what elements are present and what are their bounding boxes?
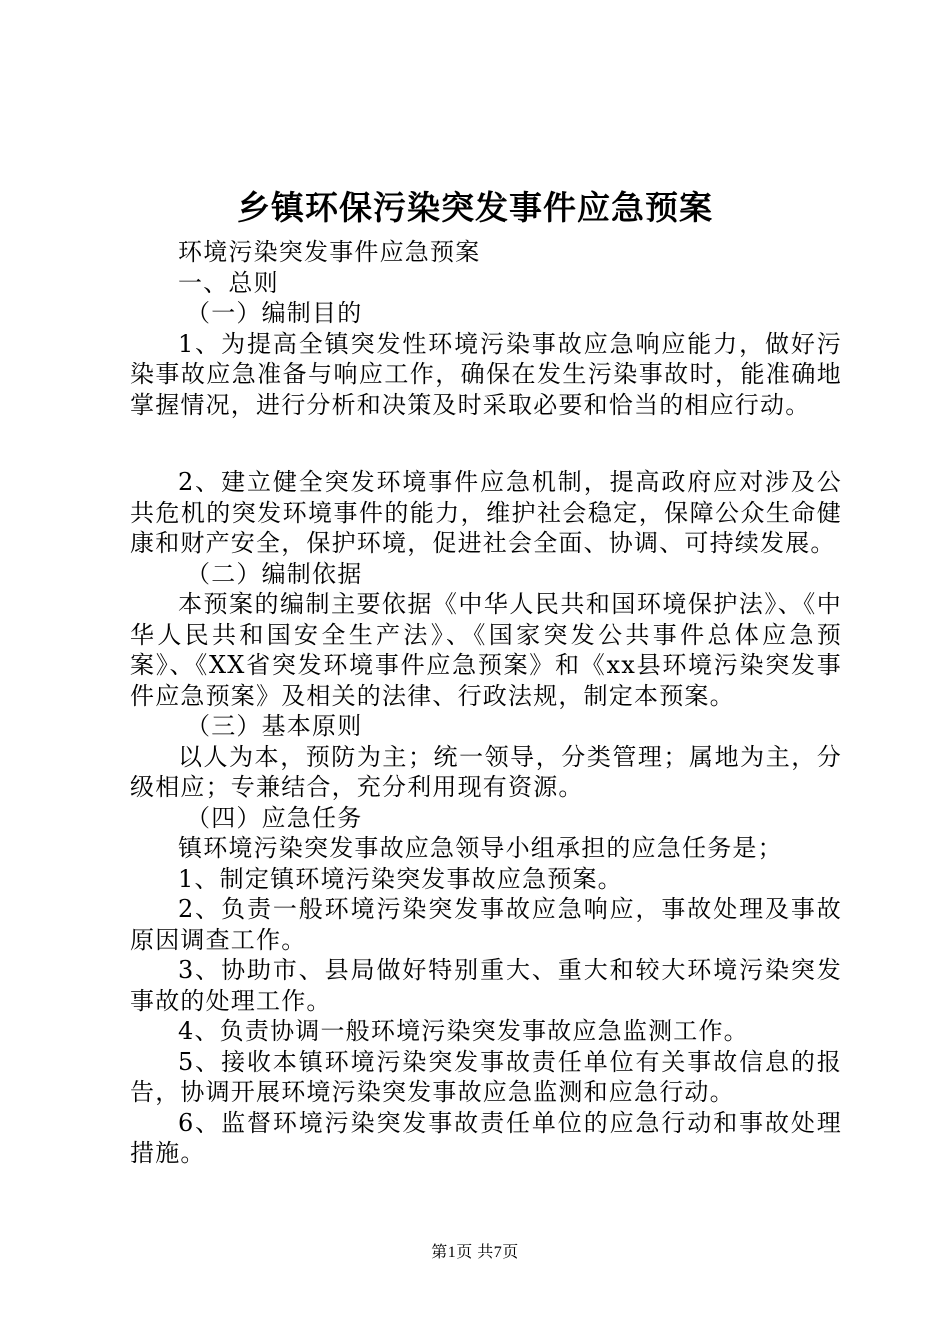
list-item-task-2: 2、负责一般环境污染突发事故应急响应，事故处理及事故原因调查工作。 xyxy=(130,895,842,954)
paragraph-purpose-2: 2、建立健全突发环境事件应急机制，提高政府应对涉及公共危机的突发环境事件的能力，维护社会稳定，保障公众生命健康和财产安全，保护环境，促进社会全面、协调、可持续发展。 xyxy=(130,468,842,557)
paragraph-tasks-intro: 镇环境污染突发事故应急领导小组承担的应急任务是； xyxy=(178,834,783,862)
paragraph-principles: 以人为本，预防为主；统一领导，分类管理；属地为主，分级相应；专兼结合，充分利用现有资源。 xyxy=(130,742,842,801)
list-item-task-5: 5、接收本镇环境污染突发事故责任单位有关事故信息的报告，协调开展环境污染突发事故应急监测和应急行动。 xyxy=(130,1047,842,1106)
heading-tasks: （四）应急任务 xyxy=(186,803,363,832)
paragraph-purpose-1: 1、为提高全镇突发性环境污染事故应急响应能力，做好污染事故应急准备与响应工作，确保在发生污染事故时，能准确地掌握情况，进行分析和决策及时采取必要和恰当的相应行动。 xyxy=(130,329,842,419)
heading-purpose: （一）编制目的 xyxy=(186,299,363,327)
document-body xyxy=(130,237,842,1169)
heading-general: 一、总则 xyxy=(178,268,279,297)
list-item-task-4: 4、负责协调一般环境污染突发事故应急监测工作。 xyxy=(178,1017,749,1045)
list-item-task-1: 1、制定镇环境污染突发事故应急预案。 xyxy=(178,864,623,893)
list-item-task-3: 3、协助市、县局做好特别重大、重大和较大环境污染突发事故的处理工作。 xyxy=(130,956,842,1015)
list-item-task-6: 6、监督环境污染突发事故责任单位的应急行动和事故处理措施。 xyxy=(130,1108,842,1167)
heading-principles: （三）基本原则 xyxy=(186,712,363,740)
page-number: 第1页 共7页 xyxy=(431,1244,519,1261)
paragraph-basis: 本预案的编制主要依据《中华人民共和国环境保护法》、《中华人民共和国安全生产法》、《国家突发公共事件总体应急预案》、《XX省突发环境事件应急预案》和《xx县环境污染突发事件应急预案》及相关的法律、行政法规，制定本预案。 xyxy=(130,590,842,710)
heading-basis: （二）编制依据 xyxy=(186,559,363,588)
paragraph-subtitle: 环境污染突发事件应急预案 xyxy=(178,238,481,266)
document-title: 乡镇环保污染突发事件应急预案 xyxy=(237,188,713,227)
